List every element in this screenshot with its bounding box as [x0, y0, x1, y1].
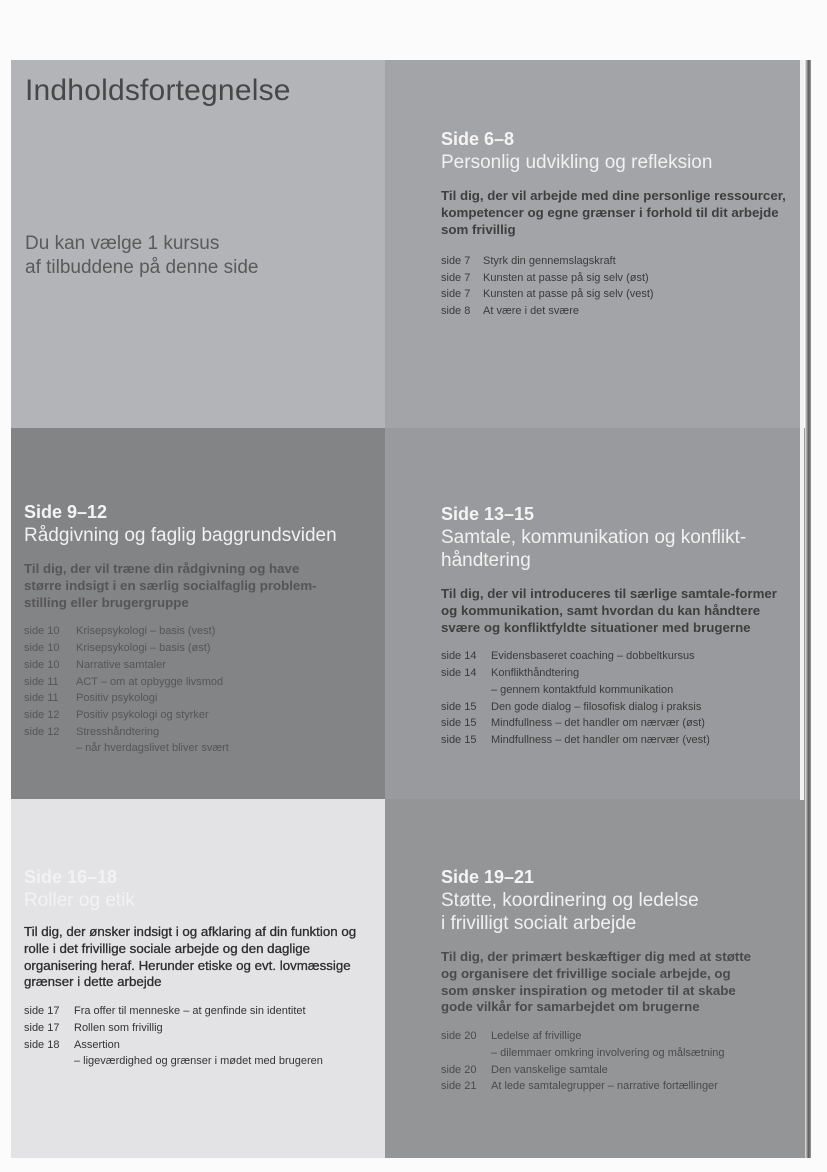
section-title-line: Roller og etik: [24, 890, 135, 911]
course-page: side 14: [441, 667, 477, 680]
course-item[interactable]: [441, 286, 791, 303]
section-title: [441, 151, 791, 174]
course-page: side 11: [24, 692, 59, 705]
course-item[interactable]: [24, 707, 364, 724]
course-page: side 12: [24, 708, 60, 721]
course-title: Narrative samtaler: [76, 658, 166, 671]
course-item[interactable]: [441, 270, 791, 287]
course-page: [24, 740, 76, 757]
section-16-18: [24, 866, 369, 1070]
course-title: Den vanskelige samtale: [491, 1063, 608, 1076]
course-item-continuation: [24, 1053, 369, 1070]
course-title: Krisepsykologi – basis (vest): [76, 625, 216, 638]
course-page: [24, 1053, 74, 1070]
section-19-21: [441, 866, 791, 1095]
course-title: Krisepsykologi – basis (øst): [76, 642, 211, 655]
section-pages: Side 9–12: [24, 502, 108, 522]
course-title: Rollen som frivillig: [74, 1021, 163, 1034]
course-item[interactable]: [24, 1037, 369, 1054]
course-page: side 10: [24, 658, 60, 671]
section-pages: Side 16–18: [24, 867, 118, 887]
course-title: Styrk din gennemslagskraft: [483, 255, 616, 268]
course-title: – når hverdagslivet bliver svært: [76, 742, 229, 755]
course-title: Mindfullness – det handler om nærvær (vest): [491, 733, 710, 746]
course-item[interactable]: [24, 674, 364, 691]
course-item[interactable]: [441, 699, 796, 716]
section-title-line: Støtte, koordinering og ledelse: [441, 890, 699, 911]
course-title: Positiv psykologi: [76, 692, 158, 705]
course-title: Den gode dialog – filosofisk dialog i praksis: [491, 700, 702, 713]
section-pages: Side 19–21: [441, 867, 535, 887]
section-description: Til dig, der vil introduceres til særlige samtale-former og kommunikation, samt hvordan du kan håndtere svære og konfliktfyldte situationer med brugerne: [441, 586, 777, 635]
section-pages: Side 6–8: [441, 129, 515, 149]
course-page: side 10: [24, 625, 60, 638]
page-title: Indholdsfortegnelse: [25, 74, 291, 107]
course-page: side 14: [441, 650, 477, 663]
course-item-continuation: [24, 740, 364, 757]
section-description: Til dig, der vil arbejde med dine personlige ressourcer, kompetencer og egne grænser i forhold til dit arbejde som frivillig: [441, 188, 786, 237]
section-title: [24, 889, 369, 912]
section-title-line: i frivilligt socialt arbejde: [441, 913, 637, 934]
course-item[interactable]: [441, 1028, 791, 1045]
section-title: [441, 889, 791, 935]
course-page: side 15: [441, 700, 477, 713]
course-title: Assertion: [74, 1038, 120, 1051]
course-page: side 8: [441, 304, 471, 317]
course-page: side 20: [441, 1063, 477, 1076]
course-title: At lede samtalegrupper – narrative fortællinger: [491, 1080, 718, 1093]
course-item-continuation: [441, 1045, 791, 1062]
course-item-continuation: [441, 682, 796, 699]
course-title: Ledelse af frivillige: [491, 1030, 582, 1043]
course-page: side 21: [441, 1080, 477, 1093]
course-page: side 7: [441, 271, 471, 284]
course-item[interactable]: [24, 1020, 369, 1037]
course-page: side 15: [441, 717, 477, 730]
course-item[interactable]: [441, 253, 791, 270]
section-pages: Side 13–15: [441, 504, 535, 524]
course-item[interactable]: [24, 640, 364, 657]
section-title-line: håndtering: [441, 550, 531, 571]
course-item[interactable]: [24, 657, 364, 674]
course-page: side 15: [441, 733, 477, 746]
section-title-line: Samtale, kommunikation og konflikt-: [441, 527, 747, 548]
course-item[interactable]: [24, 623, 364, 640]
course-title: – gennem kontaktfuld kommunikation: [491, 683, 674, 696]
course-title: Fra offer til menneske – at genfinde sin identitet: [74, 1005, 306, 1018]
course-item[interactable]: [441, 303, 791, 320]
course-page: side 10: [24, 642, 60, 655]
course-title: – ligeværdighed og grænser i mødet med brugeren: [74, 1055, 323, 1068]
course-title: Konflikthåndtering: [491, 667, 580, 680]
section-6-8: [441, 128, 791, 319]
course-item[interactable]: [441, 1078, 791, 1095]
course-page: [441, 1045, 491, 1062]
course-title: – dilemmaer omkring involvering og målsætning: [491, 1046, 725, 1059]
toc-subtitle-line: af tilbuddene på denne side: [25, 257, 259, 278]
section-description: Til dig, der primært beskæftiger dig med at støtte og organisere det frivillige sociale arbejde, og som ønsker inspiration og metoder til at skabe gode vilkår for samarbejdet om brugerne: [441, 949, 752, 1015]
course-item[interactable]: [24, 690, 364, 707]
course-item[interactable]: [24, 724, 364, 741]
course-page: [441, 682, 491, 699]
course-title: Kunsten at passe på sig selv (vest): [483, 288, 654, 301]
page-fold-highlight: [800, 60, 804, 800]
course-title: Positiv psykologi og styrker: [76, 708, 209, 721]
section-title-line: Rådgivning og faglig baggrundsviden: [24, 525, 337, 546]
course-list: [24, 1003, 369, 1070]
course-page: side 17: [24, 1005, 60, 1018]
course-title: Mindfullness – det handler om nærvær (øst): [491, 717, 705, 730]
course-item[interactable]: [441, 715, 796, 732]
course-page: side 20: [441, 1030, 477, 1043]
section-9-12: [24, 501, 364, 757]
course-title: Evidensbaseret coaching – dobbeltkursus: [491, 650, 695, 663]
course-title: ACT – om at opbygge livsmod: [76, 675, 224, 688]
toc-subtitle: [25, 232, 258, 280]
course-list: [441, 1028, 791, 1095]
course-title: Stresshåndtering: [76, 725, 160, 738]
section-13-15: [441, 503, 796, 749]
course-item[interactable]: [24, 1003, 369, 1020]
section-description: Til dig, der vil træne din rådgivning og have større indsigt i en særlig socialfaglig problem-stilling eller brugergruppe: [24, 561, 317, 610]
section-description: Til dig, der ønsker indsigt i og afklaring af din funktion og rolle i det frivillige sociale arbejde og den daglige organisering heraf. Herunder etiske og evt. lovmæssige grænser i dette arbejde: [24, 924, 357, 990]
course-title: At være i det svære: [483, 304, 579, 317]
course-title: Kunsten at passe på sig selv (øst): [483, 271, 649, 284]
course-page: side 17: [24, 1021, 60, 1034]
toc-subtitle-line: Du kan vælge 1 kursus: [25, 233, 220, 254]
course-list: [441, 253, 791, 319]
course-page: side 11: [24, 675, 59, 688]
course-list: [441, 648, 796, 748]
page-edge-shadow: [805, 60, 811, 1158]
course-page: side 7: [441, 255, 471, 268]
course-page: side 7: [441, 288, 471, 301]
section-title: [441, 526, 796, 572]
course-item[interactable]: [441, 1062, 791, 1079]
section-title-line: Personlig udvikling og refleksion: [441, 152, 713, 173]
course-item[interactable]: [441, 648, 796, 665]
course-page: side 18: [24, 1038, 60, 1051]
course-list: [24, 623, 364, 757]
section-title: [24, 524, 364, 547]
course-item[interactable]: [441, 665, 796, 682]
course-page: side 12: [24, 725, 60, 738]
course-item[interactable]: [441, 732, 796, 749]
